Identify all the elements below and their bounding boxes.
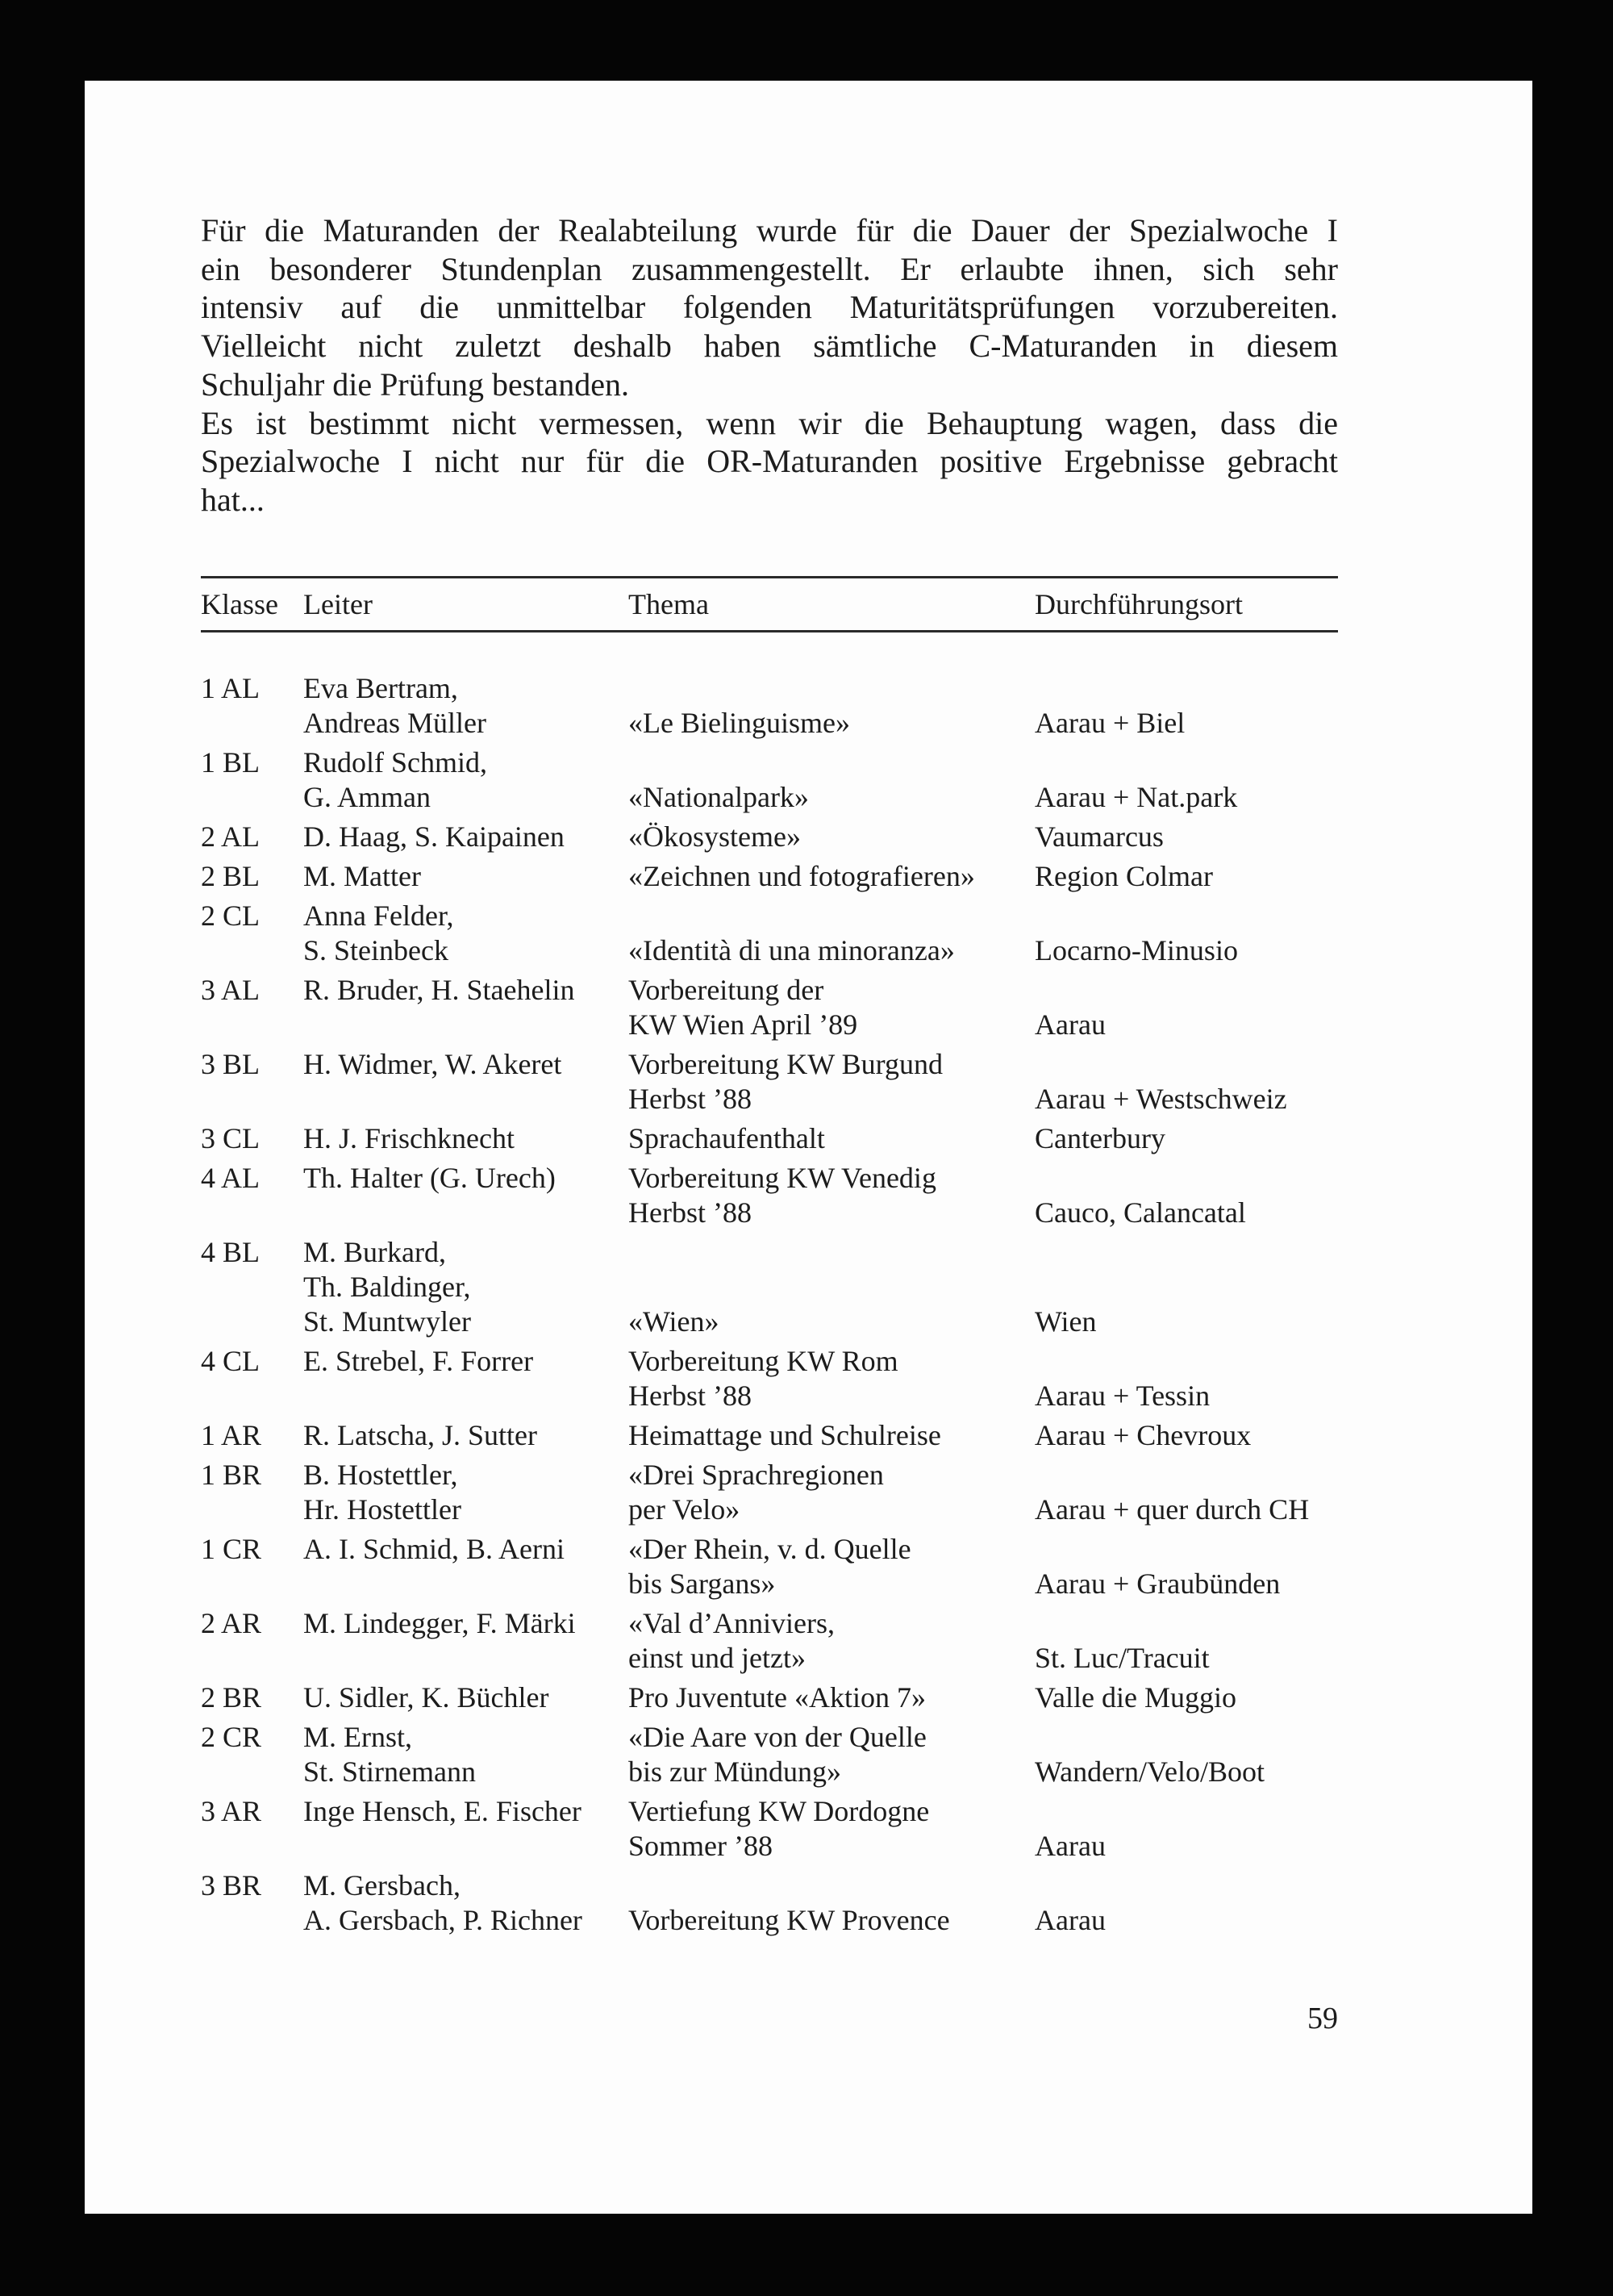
cell-leiter-line: Th. Halter (G. Urech) [303, 1162, 556, 1194]
cell-klasse-line: 3 AL [201, 974, 260, 1006]
cell-leiter-line: St. Stirnemann [303, 1755, 476, 1788]
cell-leiter [303, 1868, 628, 1938]
table-row [201, 899, 1346, 968]
cell-ort-line: Locarno-Minusio [1035, 934, 1238, 966]
cell-thema [628, 780, 1035, 815]
cell-leiter [303, 1344, 628, 1379]
header-klasse: Klasse [201, 588, 278, 620]
cell-klasse [201, 1458, 303, 1492]
cell-ort [1035, 1418, 1346, 1453]
cell-leiter-line: S. Steinbeck [303, 934, 448, 966]
cell-klasse-line: 3 BR [201, 1869, 262, 1902]
cell-thema-line: «Val d’Anniviers, [628, 1607, 835, 1639]
cell-ort [1035, 859, 1346, 894]
cell-klasse-line: 4 CL [201, 1345, 260, 1377]
cell-thema-line: «Der Rhein, v. d. Quelle [628, 1533, 911, 1565]
cell-leiter-line: H. J. Frischknecht [303, 1122, 515, 1154]
cell-klasse-line: 2 CL [201, 900, 260, 932]
cell-leiter-line: B. Hostettler, [303, 1459, 458, 1491]
cell-klasse-line: 1 CR [201, 1533, 262, 1565]
cell-leiter-line: Andreas Müller [303, 707, 486, 739]
paragraph-line: Spezialwoche I nicht nur für die OR-Maturanden positive Ergebnisse gebracht [201, 443, 1338, 480]
cell-klasse [201, 1235, 303, 1270]
cell-klasse [201, 1161, 303, 1196]
cell-thema-line: «Zeichnen und fotografieren» [628, 860, 975, 892]
cell-thema-line: Vorbereitung KW Provence [628, 1904, 950, 1936]
cell-ort [1035, 1641, 1346, 1676]
cell-thema-line: Sprachaufenthalt [628, 1122, 825, 1154]
cell-klasse [201, 1344, 303, 1379]
cell-leiter [303, 1121, 628, 1156]
cell-ort-line: Aarau + Nat.park [1035, 781, 1238, 813]
cell-leiter-line: A. I. Schmid, B. Aerni [303, 1533, 565, 1565]
table-header [201, 587, 1338, 623]
cell-leiter [303, 859, 628, 894]
cell-klasse [201, 1680, 303, 1715]
cell-thema [628, 859, 1035, 894]
cell-thema-line: KW Wien April ’89 [628, 1008, 858, 1041]
cell-leiter-line: U. Sidler, K. Büchler [303, 1681, 549, 1714]
cell-thema-line: «Identità di una minoranza» [628, 934, 955, 966]
cell-thema-line: «Wien» [628, 1305, 719, 1338]
table-body [201, 671, 1346, 1943]
cell-thema [628, 820, 1035, 854]
cell-thema-line: Vorbereitung der [628, 974, 824, 1006]
cell-klasse-line: 2 BL [201, 860, 260, 892]
cell-leiter-line: R. Bruder, H. Staehelin [303, 974, 575, 1006]
cell-klasse [201, 1418, 303, 1453]
cell-klasse [201, 1047, 303, 1082]
cell-thema [628, 1344, 1035, 1413]
cell-klasse-line: 2 AL [201, 820, 260, 853]
cell-leiter-line: Eva Bertram, [303, 672, 458, 704]
table-row [201, 973, 1346, 1042]
paragraph-line: intensiv auf die unmittelbar folgenden Maturitätsprüfungen vorzubereiten. [201, 289, 1338, 326]
page-number: 59 [1307, 2002, 1338, 2035]
cell-thema-line: «Die Aare von der Quelle [628, 1721, 927, 1753]
cell-thema [628, 1794, 1035, 1864]
table-row [201, 1680, 1346, 1715]
table-row [201, 1161, 1346, 1230]
cell-thema-line: bis Sargans» [628, 1568, 776, 1600]
cell-klasse [201, 820, 303, 854]
cell-klasse-line: 1 BL [201, 746, 260, 779]
cell-thema [628, 1047, 1035, 1117]
cell-klasse-line: 3 BL [201, 1048, 260, 1080]
cell-thema [628, 1161, 1035, 1230]
cell-leiter-line: R. Latscha, J. Sutter [303, 1419, 537, 1451]
cell-leiter [303, 1606, 628, 1641]
cell-leiter-line: St. Muntwyler [303, 1305, 472, 1338]
table-row [201, 1418, 1346, 1453]
cell-klasse-line: 4 BL [201, 1236, 260, 1268]
cell-ort [1035, 933, 1346, 968]
cell-leiter-line: M. Ernst, [303, 1721, 412, 1753]
cell-klasse [201, 745, 303, 780]
cell-thema-line: Vorbereitung KW Burgund [628, 1048, 943, 1080]
cell-thema-line: «Le Bielinguisme» [628, 707, 850, 739]
cell-leiter-line: H. Widmer, W. Akeret [303, 1048, 562, 1080]
table-row [201, 859, 1346, 894]
table-row [201, 1458, 1346, 1527]
cell-ort-line: Aarau + Chevroux [1035, 1419, 1252, 1451]
cell-leiter-line: M. Burkard, [303, 1236, 446, 1268]
cell-ort [1035, 1305, 1346, 1339]
cell-klasse-line: 1 BR [201, 1459, 262, 1491]
cell-leiter [303, 1458, 628, 1527]
table-row [201, 1344, 1346, 1413]
cell-klasse [201, 899, 303, 933]
cell-ort [1035, 1755, 1346, 1789]
paragraph-line: Für die Maturanden der Realabteilung wurde für die Dauer der Spezialwoche I [201, 212, 1338, 248]
cell-thema [628, 1458, 1035, 1527]
cell-klasse [201, 1606, 303, 1641]
intro-paragraph [201, 211, 1338, 520]
cell-thema-line: Heimattage und Schulreise [628, 1419, 941, 1451]
cell-leiter [303, 671, 628, 741]
cell-ort-line: Canterbury [1035, 1122, 1165, 1154]
cell-ort [1035, 1829, 1346, 1864]
cell-klasse-line: 2 AR [201, 1607, 262, 1639]
cell-klasse-line: 1 AR [201, 1419, 262, 1451]
cell-thema [628, 1720, 1035, 1789]
cell-thema [628, 973, 1035, 1042]
cell-leiter [303, 1532, 628, 1567]
cell-thema-line: Herbst ’88 [628, 1196, 752, 1229]
cell-thema-line: Vorbereitung KW Rom [628, 1345, 898, 1377]
cell-ort-line: Aarau + Graubünden [1035, 1568, 1281, 1600]
cell-thema-line: Vorbereitung KW Venedig [628, 1162, 936, 1194]
cell-klasse [201, 1720, 303, 1755]
cell-leiter-line: Anna Felder, [303, 900, 454, 932]
cell-ort-line: Aarau [1035, 1008, 1106, 1041]
cell-thema-line: per Velo» [628, 1493, 740, 1526]
cell-thema-line: Herbst ’88 [628, 1083, 752, 1115]
cell-thema [628, 1680, 1035, 1715]
cell-ort-line: Aarau + Biel [1035, 707, 1186, 739]
cell-leiter [303, 1235, 628, 1339]
table-row [201, 745, 1346, 815]
cell-klasse-line: 4 AL [201, 1162, 260, 1194]
cell-ort [1035, 1567, 1346, 1601]
table-row [201, 1532, 1346, 1601]
table-row [201, 1794, 1346, 1864]
cell-thema-line: bis zur Mündung» [628, 1755, 841, 1788]
cell-klasse-line: 3 AR [201, 1795, 262, 1827]
cell-ort [1035, 706, 1346, 741]
cell-klasse-line: 2 CR [201, 1721, 262, 1753]
header-ort: Durchführungsort [1035, 588, 1243, 620]
cell-ort-line: Wandern/Velo/Boot [1035, 1755, 1265, 1788]
cell-leiter-line: D. Haag, S. Kaipainen [303, 820, 565, 853]
cell-ort-line: St. Luc/Tracuit [1035, 1642, 1210, 1674]
cell-klasse [201, 859, 303, 894]
paragraph-line: Es ist bestimmt nicht vermessen, wenn wir die Behauptung wagen, dass die [201, 404, 1338, 441]
cell-klasse [201, 973, 303, 1008]
cell-leiter-line: M. Lindegger, F. Märki [303, 1607, 576, 1639]
table-row [201, 820, 1346, 854]
cell-leiter-line: A. Gersbach, P. Richner [303, 1904, 582, 1936]
cell-ort-line: Wien [1035, 1305, 1097, 1338]
cell-ort [1035, 1680, 1346, 1715]
cell-thema-line: «Nationalpark» [628, 781, 809, 813]
table-row [201, 1720, 1346, 1789]
table-top-rule [201, 576, 1338, 578]
cell-ort-line: Aarau + Tessin [1035, 1380, 1211, 1412]
cell-ort [1035, 1379, 1346, 1413]
cell-leiter-line: Hr. Hostettler [303, 1493, 461, 1526]
paragraph-line: Schuljahr die Prüfung bestanden. [201, 365, 629, 403]
table-row [201, 1121, 1346, 1156]
cell-thema-line: «Drei Sprachregionen [628, 1459, 884, 1491]
cell-klasse [201, 1868, 303, 1903]
cell-ort [1035, 1492, 1346, 1527]
cell-ort [1035, 1903, 1346, 1938]
cell-leiter-line: M. Matter [303, 860, 421, 892]
cell-ort [1035, 1008, 1346, 1042]
cell-thema [628, 1606, 1035, 1676]
table-row [201, 1235, 1346, 1339]
cell-leiter [303, 1794, 628, 1829]
paragraph-line: ein besonderer Stundenplan zusammengestellt. Er erlaubte ihnen, sich sehr [201, 250, 1338, 287]
header-thema: Thema [628, 588, 709, 620]
cell-klasse [201, 1532, 303, 1567]
cell-ort [1035, 1196, 1346, 1230]
header-leiter: Leiter [303, 588, 373, 620]
cell-klasse-line: 3 CL [201, 1122, 260, 1154]
paragraph-line: hat... [201, 481, 265, 518]
cell-leiter [303, 1680, 628, 1715]
cell-thema-line: einst und jetzt» [628, 1642, 806, 1674]
table-row [201, 1868, 1346, 1938]
cell-leiter [303, 820, 628, 854]
cell-ort-line: Vaumarcus [1035, 820, 1164, 853]
cell-leiter-line: M. Gersbach, [303, 1869, 461, 1902]
cell-ort-line: Aarau + quer durch CH [1035, 1493, 1310, 1526]
cell-thema [628, 706, 1035, 741]
cell-ort-line: Aarau [1035, 1904, 1106, 1936]
cell-leiter [303, 1161, 628, 1196]
cell-ort-line: Region Colmar [1035, 860, 1213, 892]
cell-thema-line: Herbst ’88 [628, 1380, 752, 1412]
cell-leiter [303, 1047, 628, 1082]
table-header-rule [201, 630, 1338, 632]
cell-thema-line: Sommer ’88 [628, 1830, 773, 1862]
cell-ort [1035, 1082, 1346, 1117]
cell-ort [1035, 780, 1346, 815]
cell-thema [628, 1418, 1035, 1453]
cell-klasse-line: 1 AL [201, 672, 260, 704]
cell-thema-line: Vertiefung KW Dordogne [628, 1795, 930, 1827]
cell-klasse [201, 671, 303, 706]
cell-thema-line: Pro Juventute «Aktion 7» [628, 1681, 926, 1714]
cell-ort-line: Aarau + Westschweiz [1035, 1083, 1287, 1115]
paragraph-line: Vielleicht nicht zuletzt deshalb haben sämtliche C-Maturanden in diesem [201, 328, 1338, 365]
cell-leiter-line: Inge Hensch, E. Fischer [303, 1795, 581, 1827]
cell-leiter [303, 973, 628, 1008]
cell-thema [628, 1532, 1035, 1601]
cell-ort [1035, 820, 1346, 854]
cell-ort-line: Valle die Muggio [1035, 1681, 1236, 1714]
cell-leiter [303, 1720, 628, 1789]
cell-ort [1035, 1121, 1346, 1156]
cell-klasse [201, 1794, 303, 1829]
cell-leiter-line: Rudolf Schmid, [303, 746, 488, 779]
cell-thema [628, 1121, 1035, 1156]
table-row [201, 671, 1346, 741]
cell-thema-line: «Ökosysteme» [628, 820, 801, 853]
table-row [201, 1606, 1346, 1676]
table-row [201, 1047, 1346, 1117]
cell-thema [628, 1305, 1035, 1339]
cell-thema [628, 1903, 1035, 1938]
cell-klasse [201, 1121, 303, 1156]
cell-thema [628, 933, 1035, 968]
cell-leiter-line: G. Amman [303, 781, 431, 813]
cell-ort-line: Cauco, Calancatal [1035, 1196, 1246, 1229]
cell-leiter [303, 1418, 628, 1453]
cell-leiter [303, 899, 628, 968]
cell-ort-line: Aarau [1035, 1830, 1106, 1862]
cell-leiter [303, 745, 628, 815]
cell-klasse-line: 2 BR [201, 1681, 262, 1714]
cell-leiter-line: E. Strebel, F. Forrer [303, 1345, 534, 1377]
cell-leiter-line: Th. Baldinger, [303, 1271, 471, 1303]
